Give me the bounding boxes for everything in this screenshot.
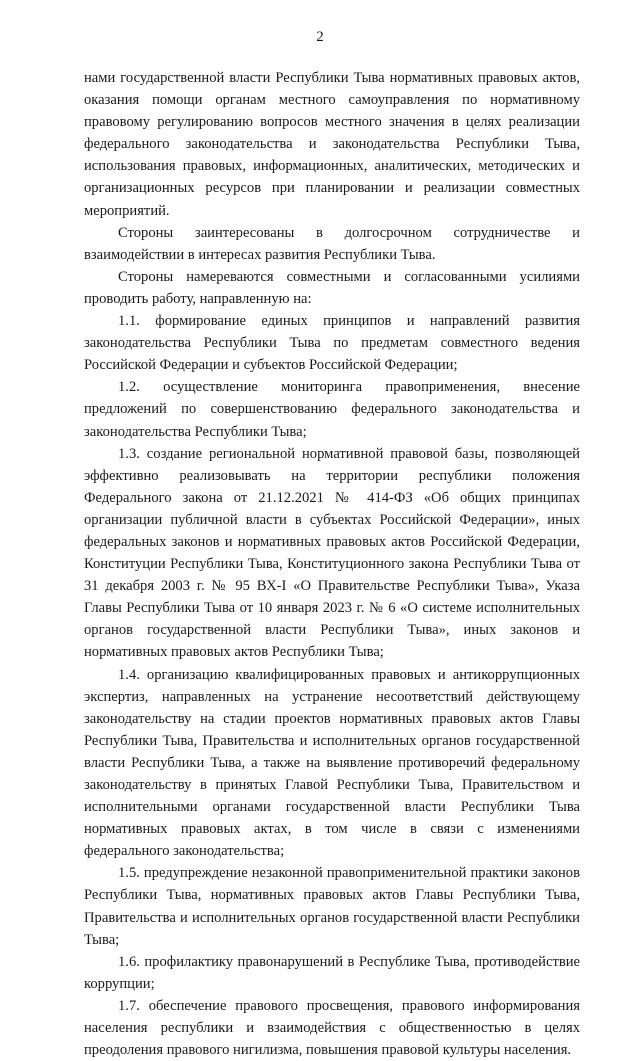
list-item-1-7: 1.7. обеспечение правового просвещения, правового информирования населения республики и взаимодействия с общественностью в целях преодоления правового нигилизма, повышения правовой культуры населения. [84,997,580,1059]
paragraph-parties-interest: Стороны заинтересованы в долгосрочном сотрудничестве и взаимодействии в интересах развития Республики Тыва. [84,224,580,263]
list-item-1-3: 1.3. создание региональной нормативной правовой базы, позволяющей эффективно реализовывать на территории республики положения Федерального закона от 21.12.2021 № 414-ФЗ «Об общих принципах организации публичной власти в субъектах Российской Федерации», иных федеральных законов и нормативных правовых актов Российской Федерации, Конституции Республики Тыва, Конституционного закона Республики Тыва от 31 декабря 2003 г. № 95 ВХ-I «О Правительстве Республики Тыва», Указа Главы Республики Тыва от 10 января 2023 г. № 6 «О системе исполнительных органов государственной власти Республики Тыва», иных законов и нормативных правовых актов Республики Тыва; [84,445,580,661]
page-number: 2 [316,29,324,45]
paragraph-parties-intent: Стороны намереваются совместными и согласованными усилиями проводить работу, направленную на: [84,268,580,307]
paragraph-continuation: нами государственной власти Республики Тыва нормативных правовых актов, оказания помощи органам местного самоуправления по нормативному правовому регулированию вопросов местного значения в целях реализации федерального законодательства и законодательства Республики Тыва, использования правовых, информационных, аналитических, методических и организационных ресурсов при планировании и реализации совместных мероприятий. [84,70,580,219]
document-body [84,67,580,1061]
list-item-1-4: 1.4. организацию квалифицированных правовых и антикоррупционных экспертиз, направленных на устранение несоответствий действующему законодательству на стадии проектов нормативных правовых актов Главы Республики Тыва, Правительства и исполнительных органов государственной власти Республики Тыва, а также на выявление противоречий федеральному законодательству в принятых Главой Республики Тыва, Правительством и исполнительными органами государственной власти Республики Тыва нормативных правовых актах, в том числе в связи с изменениями федерального законодательства; [84,666,580,860]
list-item-1-1: 1.1. формирование единых принципов и направлений развития законодательства Республики Тыва по предметам совместного ведения Российской Федерации и субъектов Российской Федерации; [84,313,580,374]
list-item-1-2: 1.2. осуществление мониторинга правоприменения, внесение предложений по совершенствованию федерального законодательства и законодательства Республики Тыва; [84,379,580,440]
list-item-1-6: 1.6. профилактику правонарушений в Республике Тыва, противодействие коррупции; [84,953,580,992]
list-item-1-5: 1.5. предупреждение незаконной правоприменительной практики законов Республики Тыва, нормативных правовых актов Главы Республики Тыва, Правительства и исполнительных органов государственной власти Республики Тыва; [84,865,580,948]
